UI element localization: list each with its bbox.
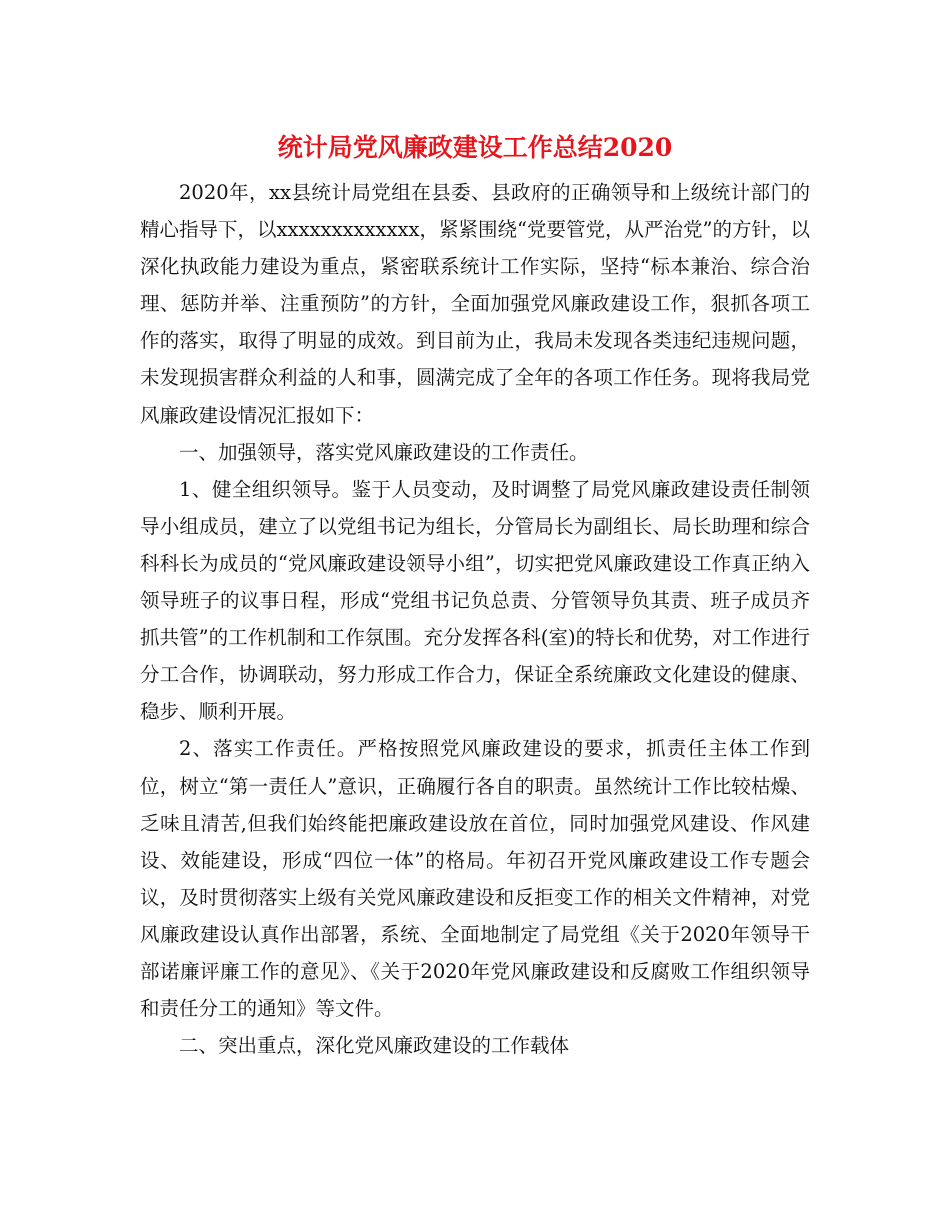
paragraph-organization: 1、健全组织领导。鉴于人员变动，及时调整了局党风廉政建设责任制领导小组成员，建立了以党组书记为组长，分管局长为副组长、局长助理和综合科科长为成员的“党风廉政建设领导小组”，切实把党风廉政建设工作真正纳入领导班子的议事日程，形成“党组书记负总责、分管领导负其责、班子成员齐抓共管”的工作机制和工作氛围。充分发挥各科(室)的特长和优势，对工作进行分工合作，协调联动，努力形成工作合力，保证全系统廉政文化建设的健康、稳步、顺利开展。 [140, 477, 810, 724]
section-heading-2: 二、突出重点，深化党风廉政建设的工作载体 [179, 1034, 570, 1058]
document-title: 统计局党风廉政建设工作总结2020 [277, 133, 673, 162]
document-body [140, 174, 810, 1064]
paragraph-responsibility: 2、落实工作责任。严格按照党风廉政建设的要求，抓责任主体工作到位，树立“第一责任人”意识，正确履行各自的职责。虽然统计工作比较枯燥、乏味且清苦,但我们始终能把廉政建设放在首位，同时加强党风建设、作风建设、效能建设，形成“四位一体”的格局。年初召开党风廉政建设工作专题会议，及时贯彻落实上级有关党风廉政建设和反拒变工作的相关文件精神，对党风廉政建设认真作出部署，系统、全面地制定了局党组《关于2020年领导干部诺廉评廉工作的意见》、《关于2020年党风廉政建设和反腐败工作组织领导和责任分工的通知》等文件。 [140, 737, 810, 1021]
section-heading-1: 一、加强领导，落实党风廉政建设的工作责任。 [179, 440, 589, 464]
paragraph-intro: 2020年，xx县统计局党组在县委、县政府的正确领导和上级统计部门的精心指导下，以xxxxxxxxxxxxx，紧紧围绕“党要管党，从严治党”的方针，以深化执政能力建设为重点，紧密联系统计工作实际，坚持“标本兼治、综合治理、惩防并举、注重预防”的方针，全面加强党风廉政建设工作，狠抓各项工作的落实，取得了明显的成效。到目前为止，我局未发现各类违纪违规问题，未发现损害群众利益的人和事，圆满完成了全年的各项工作任务。现将我局党风廉政建设情况汇报如下： [140, 181, 810, 427]
